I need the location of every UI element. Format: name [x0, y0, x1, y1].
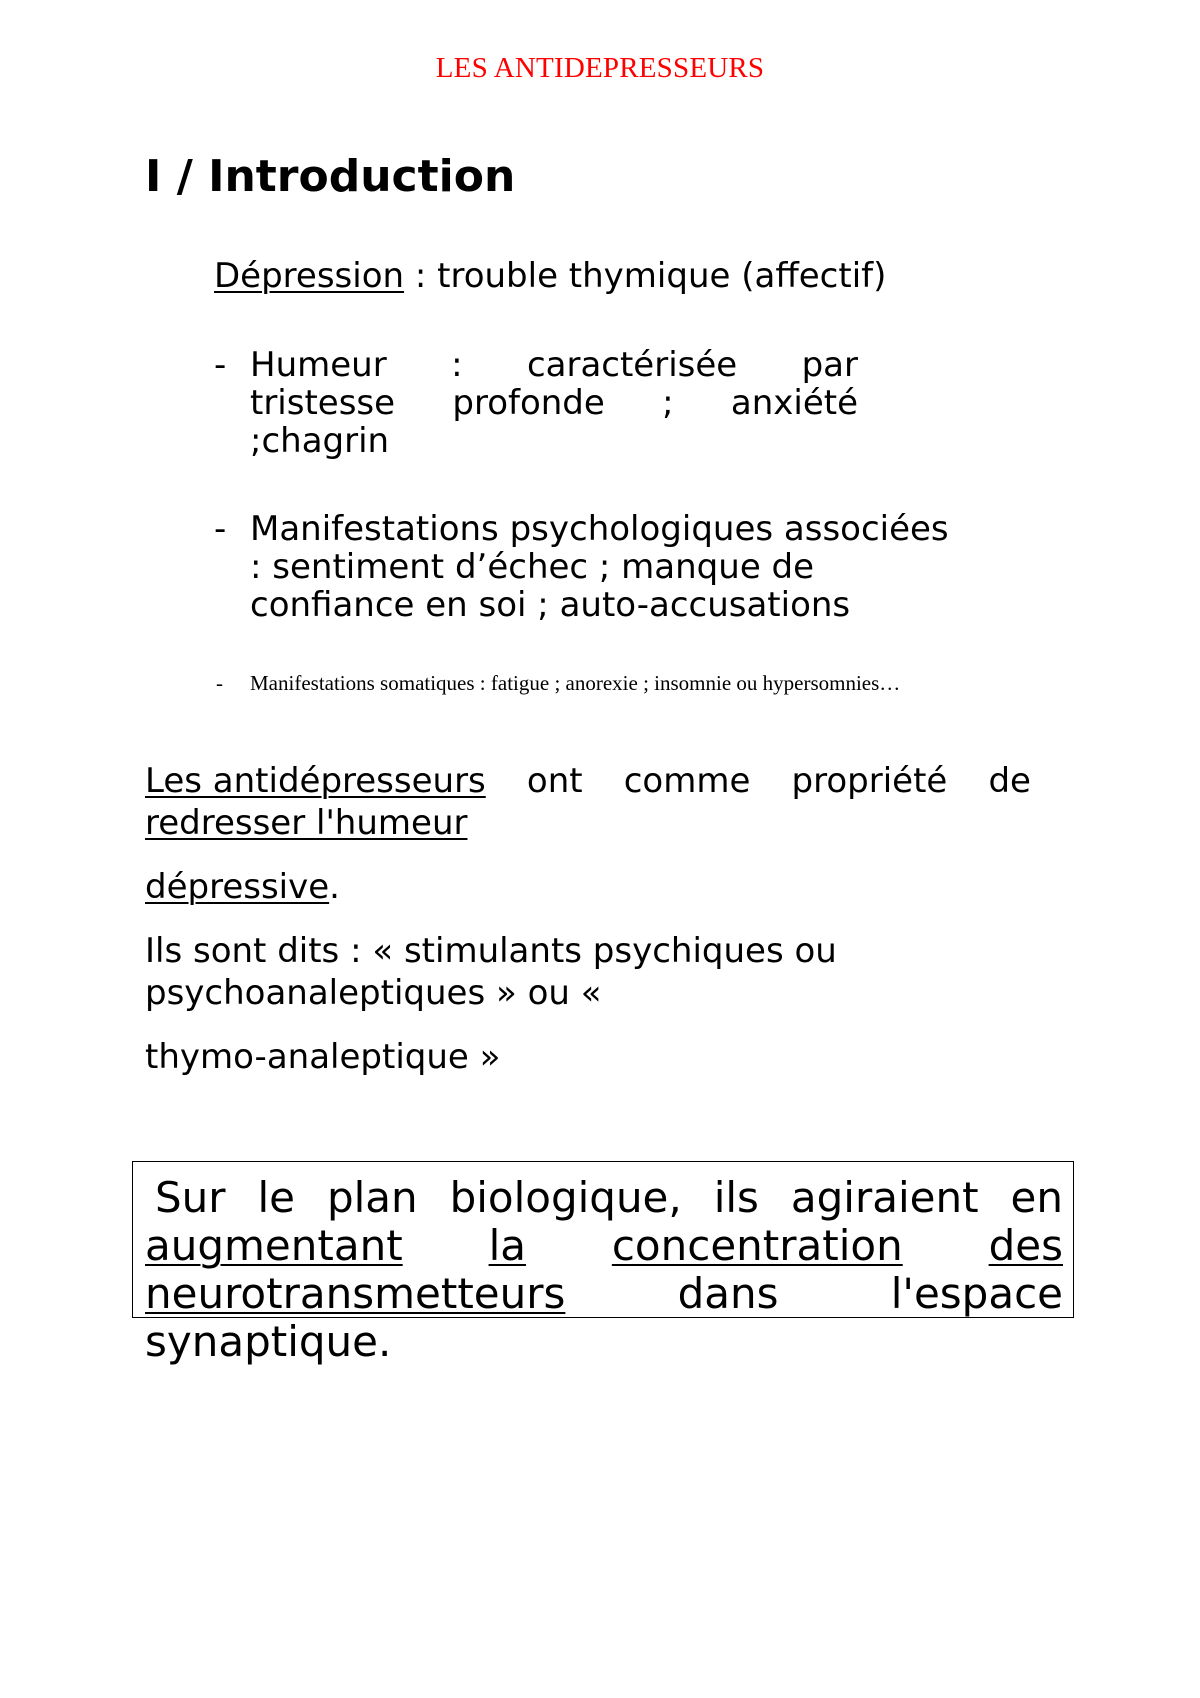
paragraph-line-3 [145, 868, 340, 906]
bullet-2-line-2: : sentiment d’échec ; manque de [250, 547, 815, 587]
definition-line [214, 257, 886, 295]
word: agiraient [790, 1173, 979, 1222]
bullet-1-line-2 [250, 384, 858, 422]
word: dans [677, 1269, 779, 1318]
word: concentration [611, 1221, 903, 1270]
word: par [801, 345, 858, 385]
word: anxiété [730, 383, 858, 423]
antidepressants-term: Les antidépresseurs [145, 761, 486, 801]
paragraph-line-4: Ils sont dits : « stimulants psychiques ou [145, 931, 837, 971]
paragraph-line-6: thymo-analeptique » [145, 1037, 501, 1077]
bullet-2-line-3: confiance en soi ; auto-accusations [250, 585, 851, 625]
paragraph-line-5: psychoanaleptiques » ou « [145, 973, 602, 1013]
word: ; [662, 383, 674, 423]
definition-term: Dépression [214, 256, 405, 296]
word: Humeur [250, 345, 387, 385]
bullet-1-line-1 [250, 346, 858, 384]
document-title: LES ANTIDEPRESSEURS [435, 52, 765, 84]
neurotransmitters-term: neurotransmetteurs [145, 1269, 566, 1318]
word: en [1010, 1173, 1063, 1222]
word: Sur [155, 1173, 226, 1222]
boxed-line-4: synaptique. [145, 1317, 392, 1366]
word: tristesse [250, 383, 396, 423]
word: l'espace [890, 1269, 1063, 1318]
word: caractérisée [526, 345, 738, 385]
word: des [988, 1221, 1063, 1270]
word: augmentant [145, 1221, 403, 1270]
paragraph-line-1 [145, 762, 1031, 800]
boxed-line-2 [145, 1222, 1063, 1270]
bullet-2-line-1: Manifestations psychologiques associées [250, 509, 949, 549]
bullet-3-text: Manifestations somatiques : fatigue ; anorexie ; insomnie ou hypersomnies… [250, 671, 901, 695]
definition-text: : trouble thymique (affectif) [404, 256, 887, 296]
word: biologique, [449, 1173, 682, 1222]
period: . [329, 867, 340, 907]
word: profonde [452, 383, 605, 423]
section-heading: I / Introduction [145, 151, 516, 202]
bullet-dash-2: - [214, 509, 227, 549]
word: comme [623, 761, 751, 801]
boxed-line-1 [145, 1174, 1063, 1222]
word: plan [326, 1173, 418, 1222]
bullet-dash-3: - [216, 671, 223, 695]
word: de [988, 761, 1031, 801]
word: propriété [791, 761, 948, 801]
paragraph-line-2 [145, 804, 467, 842]
depressive-term: dépressive [145, 867, 330, 907]
bullet-dash-1: - [214, 345, 227, 385]
bullet-1-line-3: ;chagrin [250, 421, 390, 461]
word: : [451, 345, 463, 385]
word: ont [526, 761, 583, 801]
boxed-line-3 [145, 1270, 1063, 1318]
word: ils [713, 1173, 759, 1222]
mood-term: redresser l'humeur [145, 803, 468, 843]
word: la [488, 1221, 526, 1270]
word: le [257, 1173, 295, 1222]
